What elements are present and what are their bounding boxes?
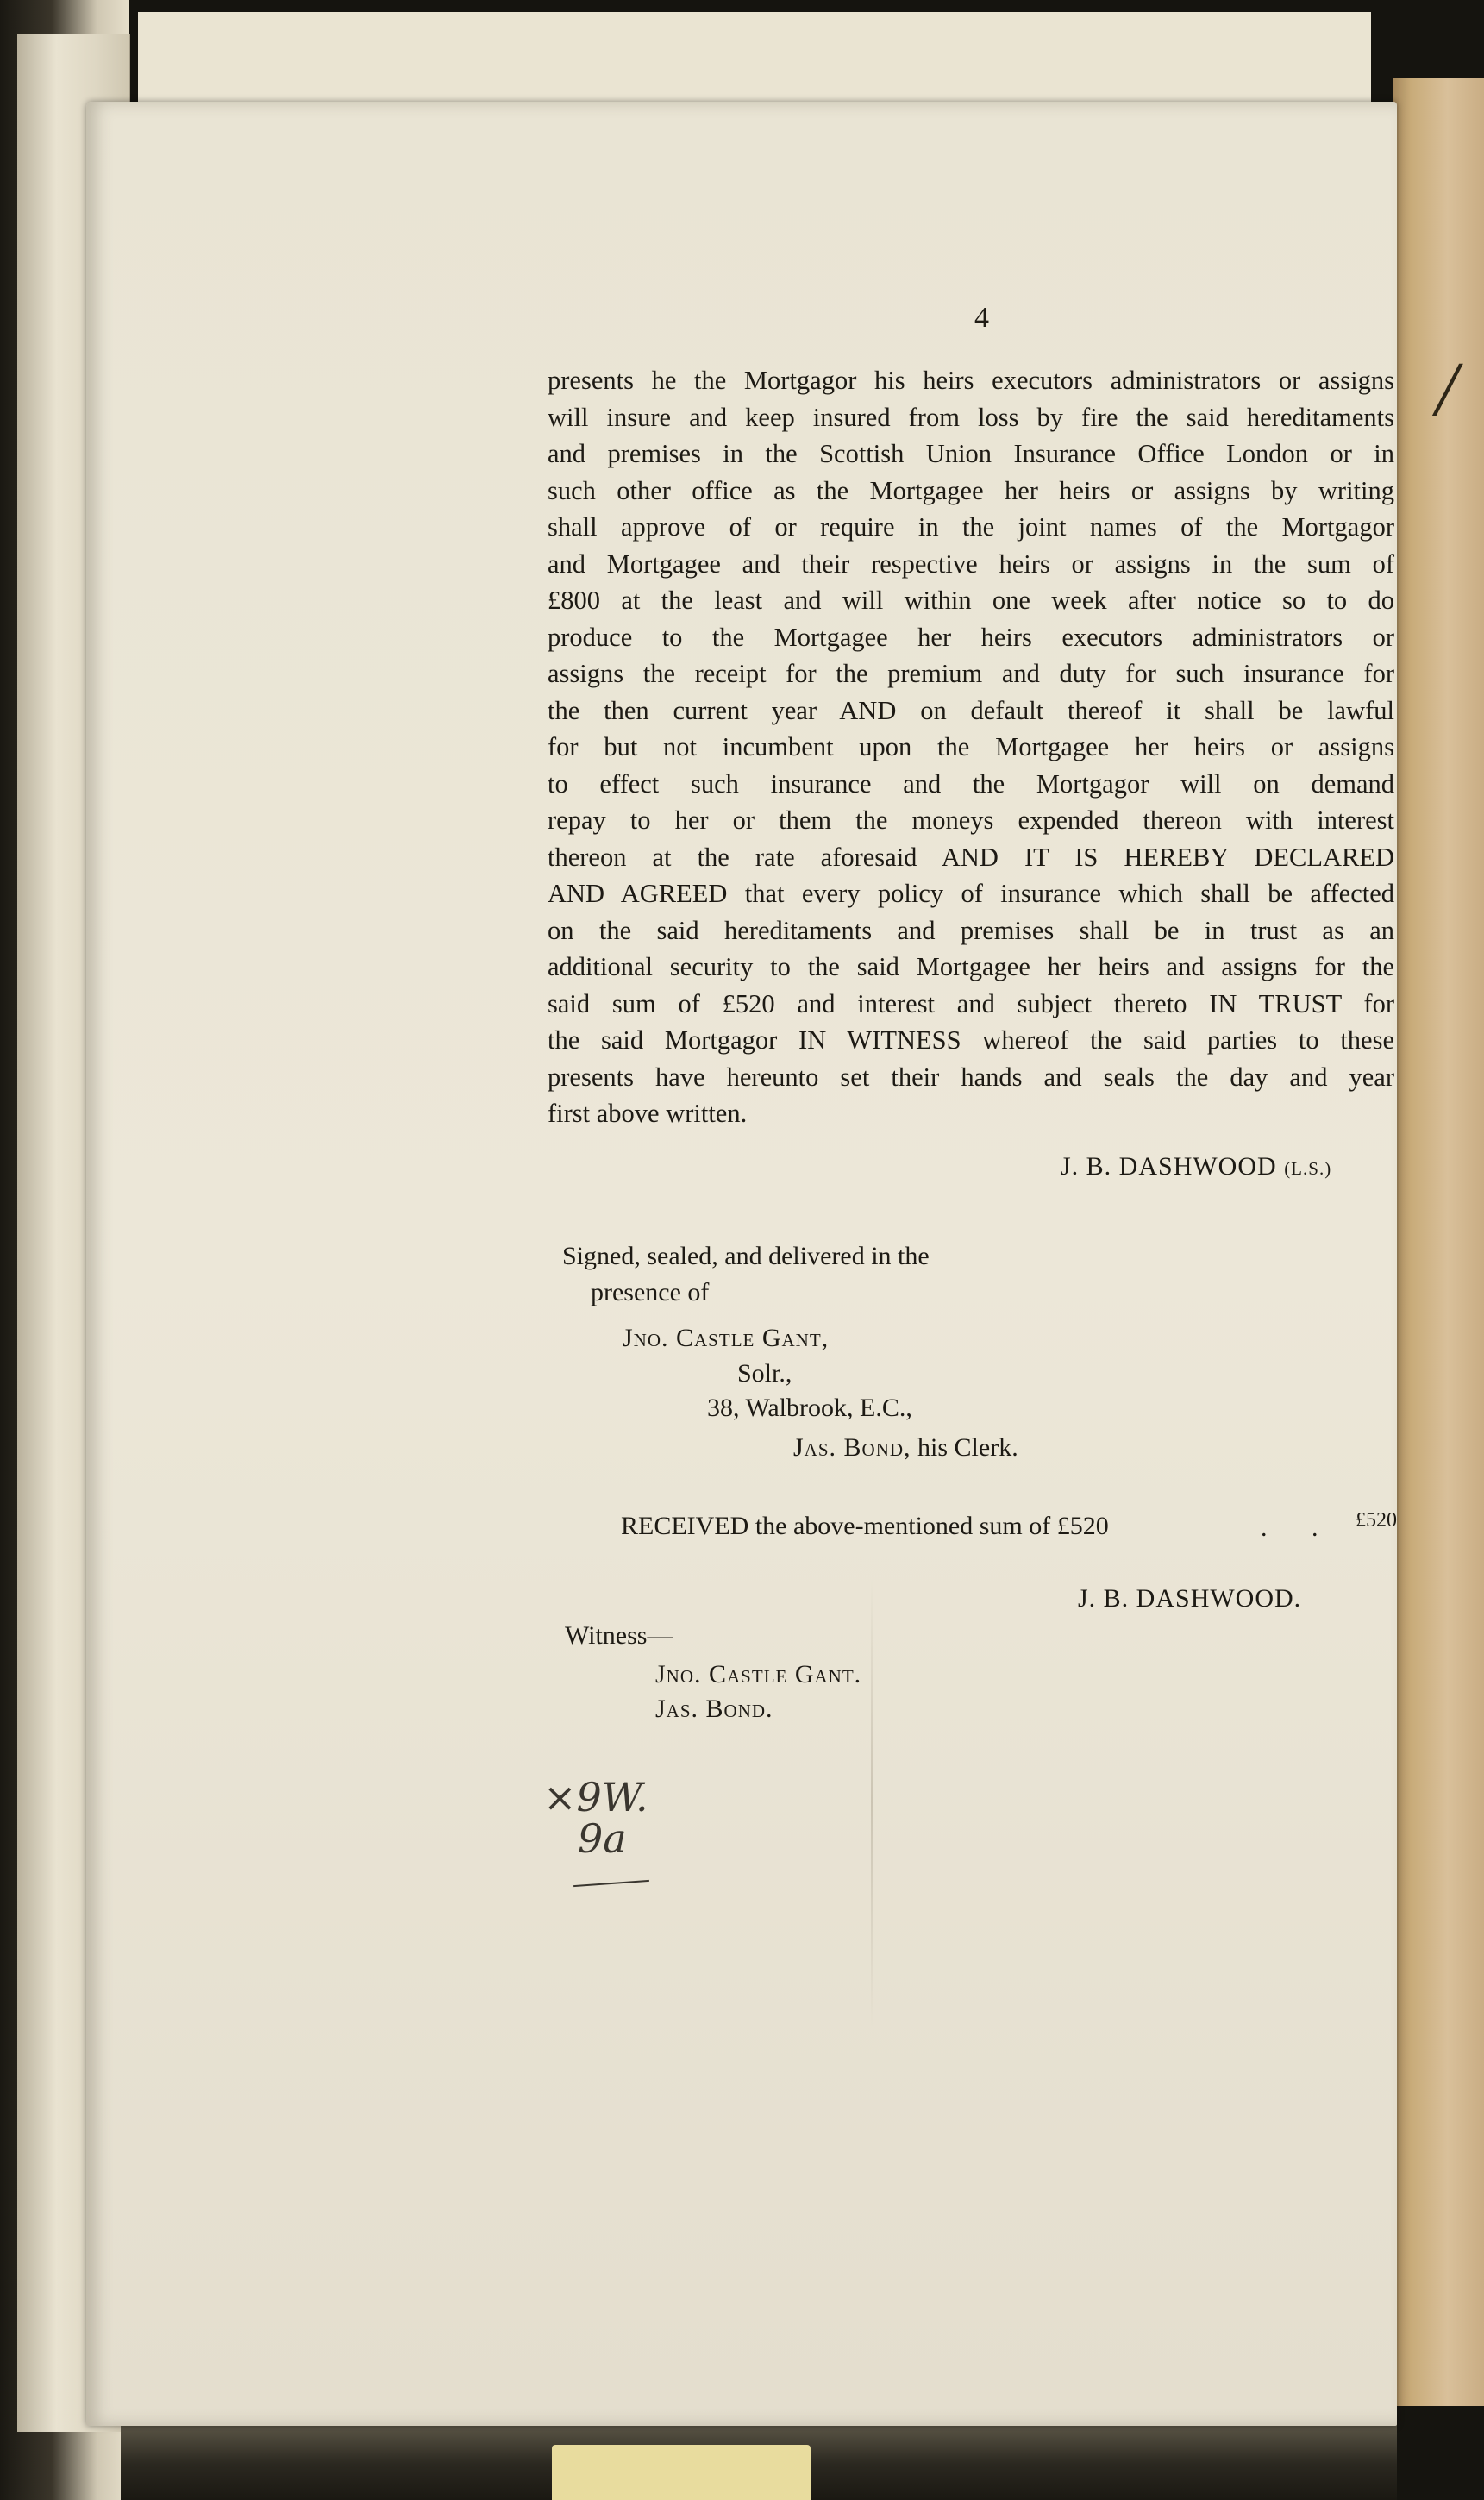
witness-name: Jno. Castle Gant, <box>623 1324 830 1352</box>
body-line: on the said hereditaments and premises shall be in trust as an <box>548 915 1394 945</box>
receipt-amount: £520 <box>1356 1509 1397 1532</box>
page-number: 4 <box>974 302 989 334</box>
body-line: presents he the Mortgagor his heirs executors administrators or assigns <box>548 366 1394 395</box>
receipt-witness-label: Witness— <box>565 1621 673 1650</box>
body-line: £800 at the least and will within one week after notice so to do <box>548 586 1394 615</box>
body-line: for but not incumbent upon the Mortgagee her heirs or assigns <box>548 732 1394 761</box>
receipt-signature: J. B. DASHWOOD. <box>1078 1584 1302 1613</box>
witness-address: 38, Walbrook, E.C., <box>707 1394 912 1422</box>
pencil-note-line-2: 9a <box>578 1815 627 1862</box>
margin-handwriting-mark: / <box>1436 347 1458 432</box>
body-line: additional security to the said Mortgagee her heirs and assigns for the <box>548 952 1394 981</box>
deed-body-text <box>548 362 1394 1132</box>
pencil-note-line-1: ×9W. <box>543 1774 648 1820</box>
body-line: such other office as the Mortgagee her heirs or assigns by writing <box>548 475 1394 505</box>
body-line: produce to the Mortgagee her heirs executors administrators or <box>548 622 1394 652</box>
body-line: the said Mortgagor IN WITNESS whereof the said parties to these <box>548 1025 1394 1055</box>
receipt-witness-name-1: Jno. Castle Gant. <box>655 1660 862 1689</box>
body-line: AND AGREED that every policy of insurance which shall be affected <box>548 879 1394 908</box>
body-line: repay to her or them the moneys expended thereon with interest <box>548 805 1394 835</box>
receipt-dots: . . <box>1261 1513 1337 1542</box>
body-line: shall approve of or require in the joint names of the Mortgagor <box>548 512 1394 542</box>
body-line: assigns the receipt for the premium and duty for such insurance for <box>548 659 1394 688</box>
receipt-text: RECEIVED the above-mentioned sum of £520 <box>621 1512 1109 1540</box>
clerk-name: Jas. Bond, <box>793 1433 911 1462</box>
attestation-line-1: Signed, sealed, and delivered in the <box>562 1242 930 1270</box>
mortgagor-signature <box>1061 1152 1331 1181</box>
receipt-witness-name-2: Jas. Bond. <box>655 1695 773 1723</box>
body-line: and premises in the Scottish Union Insurance Office London or in <box>548 439 1394 468</box>
witness-title: Solr., <box>737 1359 792 1388</box>
body-line: will insure and keep insured from loss by fire the said hereditaments <box>548 402 1394 432</box>
pencil-annotation <box>543 1774 648 1862</box>
body-line: thereon at the rate aforesaid AND IT IS HEREBY DECLARED <box>548 842 1394 872</box>
paper-tab <box>552 2445 811 2500</box>
page-fold-line <box>871 1578 873 2027</box>
underlying-page-top <box>138 12 1371 109</box>
body-line: said sum of £520 and interest and subject thereto IN TRUST for <box>548 988 1394 1018</box>
body-line: the then current year AND on default thereof it shall be lawful <box>548 695 1394 725</box>
signature-name: J. B. DASHWOOD <box>1061 1152 1277 1181</box>
body-line: presents have hereunto set their hands and seals the day and year <box>548 1062 1394 1092</box>
attestation-line-2: presence of <box>591 1278 710 1306</box>
clerk-suffix: his Clerk. <box>917 1433 1018 1462</box>
clerk-line <box>793 1433 1018 1463</box>
body-line: to effect such insurance and the Mortgagor will on demand <box>548 768 1394 799</box>
body-line: and Mortgagee and their respective heirs or assigns in the sum of <box>548 548 1394 579</box>
body-line: first above written. <box>548 1099 748 1128</box>
seal-mark: (L.S.) <box>1284 1158 1332 1179</box>
